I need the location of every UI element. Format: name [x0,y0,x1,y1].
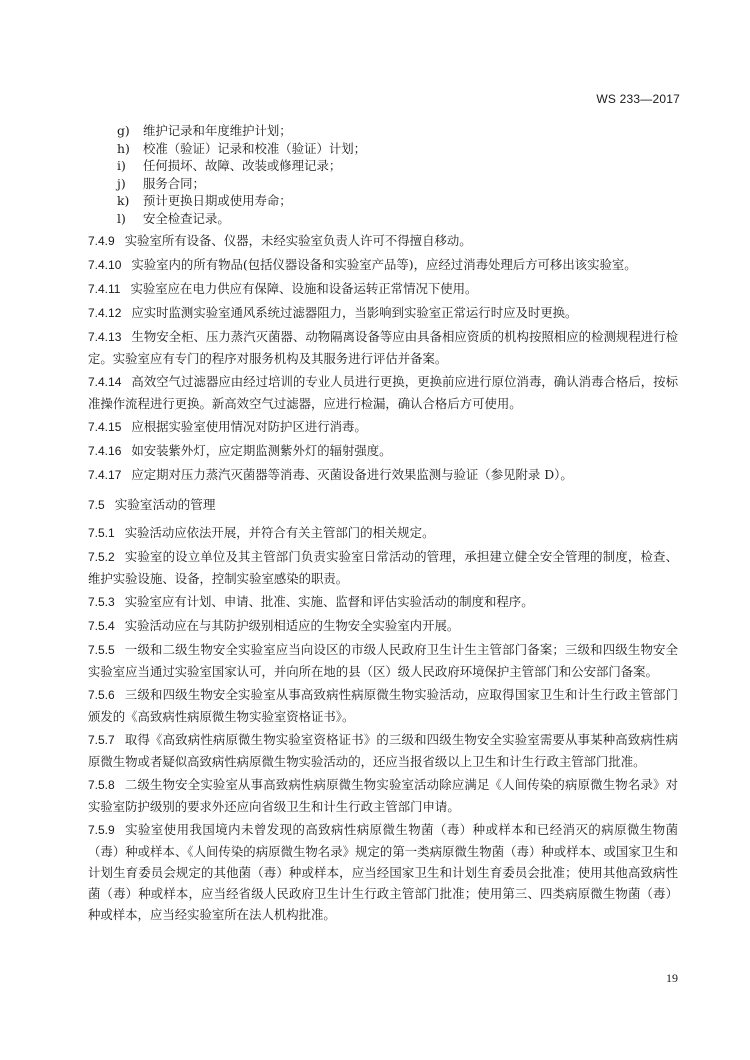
list-item-label: k) [117,193,130,209]
clause-number: 7.4.17 [88,467,122,482]
clause-text: 二级生物安全实验室从事高致病性病原微生物实验室活动除应满足《人间传染的病原微生物名录》对实验室防护级别的要求外还应向省级卫生和计生行政主管部门申请。 [88,776,678,814]
clause-text: 应定期对压力蒸汽灭菌器等消毒、灭菌设备进行效果监测与验证（参见附录 D）。 [131,466,573,482]
clause-number: 7.4.13 [88,329,122,344]
clause-paragraph [88,230,678,252]
document-body [88,122,678,925]
clause-paragraph [88,615,678,637]
clause-number: 7.5.6 [88,687,115,702]
clause-paragraph [88,416,678,438]
clause-text: 应根据实验室使用情况对防护区进行消毒。 [131,418,367,434]
list-item-label: h) [117,140,130,156]
clause-text: 取得《高致病性病原微生物实验室资格证书》的三级和四级生物安全实验室需要从事某种高致病性病原微生物或者疑似高致病性病原微生物实验活动的，还应当报省级以上卫生和计生行政主管部门批准。 [88,731,678,769]
clause-paragraph [88,464,678,486]
clause-text: 实验室应有计划、申请、批准、实施、监督和评估实验活动的制度和程序。 [124,593,534,609]
clause-number: 7.4.10 [88,257,122,272]
clause-number: 7.5.5 [88,642,115,657]
standard-code: WS 233—2017 [596,92,680,106]
clause-text: 生物安全柜、压力蒸汽灭菌器、动物隔离设备等应由具备相应资质的机构按照相应的检测规程进行检定。实验室应有专门的程序对服务机构及其服务进行评估并备案。 [88,328,678,366]
list-item-label: g) [117,123,130,138]
clause-text: 应实时监测实验室通风系统过滤器阻力，当影响到实验室正常运行时应及时更换。 [131,304,578,320]
clause-text: 三级和四级生物安全实验室从事高致病性病原微生物实验活动，应取得国家卫生和计生行政主管部门颁发的《高致病性病原微生物实验室资格证书》。 [88,686,678,724]
clause-number: 7.4.16 [88,443,122,458]
list-item-label: l) [117,210,126,226]
clause-text: 实验室使用我国境内未曾发现的高致病性病原微生物菌（毒）种或样本和已经消灭的病原微生物菌（毒）种或样本、《人间传染的病原微生物名录》规定的第一类病原微生物菌（毒）种或样本、或国家卫生和计划生育委员会规定的其他菌（毒）种或样本，应当经国家卫生和计划生育委员会批准；使用其他高致病性菌（毒）种或样本，应当经省级人民政府卫生计生行政主管部门批准；使用第三、四类病原微生物菌（毒）种或样本，应当经实验室所在法人机构批准。 [88,821,678,922]
requirement-list [88,122,678,228]
clause-paragraph [88,684,678,727]
clause-number: 7.4.11 [88,281,121,296]
list-item [88,192,678,210]
clause-paragraph [88,729,678,772]
clause-number: 7.5.9 [88,822,115,837]
clause-paragraph [88,546,678,589]
clause-number: 7.5.3 [88,594,115,609]
clause-paragraph [88,302,678,324]
list-item-text: 校准（验证）记录和校准（验证）计划； [143,140,367,156]
clause-text: 实验室的设立单位及其主管部门负责实验室日常活动的管理，承担建立健全安全管理的制度，检查、维护实验设施、设备，控制实验室感染的职责。 [88,548,678,586]
clause-number: 7.4.15 [88,419,122,434]
list-item-text: 预计更换日期或使用寿命； [143,193,292,209]
clause-paragraph [88,639,678,682]
clause-paragraph [88,440,678,462]
clause-number: 7.4.14 [88,374,122,389]
clause-number: 7.5.7 [88,732,115,747]
clause-text: 一级和二级生物安全实验室应当向设区的市级人民政府卫生计生主管部门备案；三级和四级生物安全实验室应当通过实验室国家认可，并向所在地的县（区）级人民政府环境保护主管部门和公安部门备案。 [88,641,678,679]
list-item [88,175,678,193]
clause-paragraph [88,522,678,544]
section-heading-7-5 [88,494,678,516]
clause-group-7-4 [88,230,678,486]
clause-number: 7.5.8 [88,777,115,792]
clause-number: 7.4.9 [88,233,115,248]
list-item-text: 服务合同； [143,175,205,191]
clause-paragraph [88,774,678,817]
clause-text: 实验活动应依法开展，并符合有关主管部门的相关规定。 [124,524,435,540]
clause-text: 实验活动应在与其防护级别相适应的生物安全实验室内开展。 [124,617,460,633]
page-number: 19 [666,971,678,985]
clause-paragraph [88,371,678,414]
list-item-text: 安全检查记录。 [143,210,230,226]
clause-paragraph [88,591,678,613]
clause-number: 7.4.12 [88,305,122,320]
section-number: 7.5 [88,497,105,512]
clause-number: 7.5.1 [88,525,115,540]
clause-number: 7.5.2 [88,549,115,564]
list-item-label: j) [117,175,126,191]
clause-text: 实验室所有设备、仪器，未经实验室负责人许可不得擅自移动。 [124,232,472,248]
list-item-text: 任何损坏、故障、改装或修理记录； [143,158,342,174]
clause-text: 实验室内的所有物品(包括仪器设备和实验室产品等)，应经过消毒处理后方可移出该实验室。 [131,256,637,272]
list-item [88,210,678,228]
list-item-text: 维护记录和年度维护计划； [143,123,292,138]
clause-number: 7.5.4 [88,618,115,633]
clause-text: 如安装紫外灯，应定期监测紫外灯的辐射强度。 [131,442,392,458]
clause-group-7-5 [88,522,678,925]
list-item [88,122,678,140]
clause-paragraph [88,278,678,300]
clause-paragraph [88,254,678,276]
clause-text: 实验室应在电力供应有保障、设施和设备运转正常情况下使用。 [130,280,478,296]
section-title: 实验室活动的管理 [114,496,216,512]
list-item [88,140,678,158]
clause-text: 高效空气过滤器应由经过培训的专业人员进行更换，更换前应进行原位消毒，确认消毒合格后，按标准操作流程进行更换。新高效空气过滤器，应进行检漏，确认合格后方可使用。 [88,373,678,411]
clause-paragraph [88,326,678,369]
clause-paragraph [88,819,678,925]
list-item-label: i) [117,158,126,174]
list-item [88,157,678,175]
